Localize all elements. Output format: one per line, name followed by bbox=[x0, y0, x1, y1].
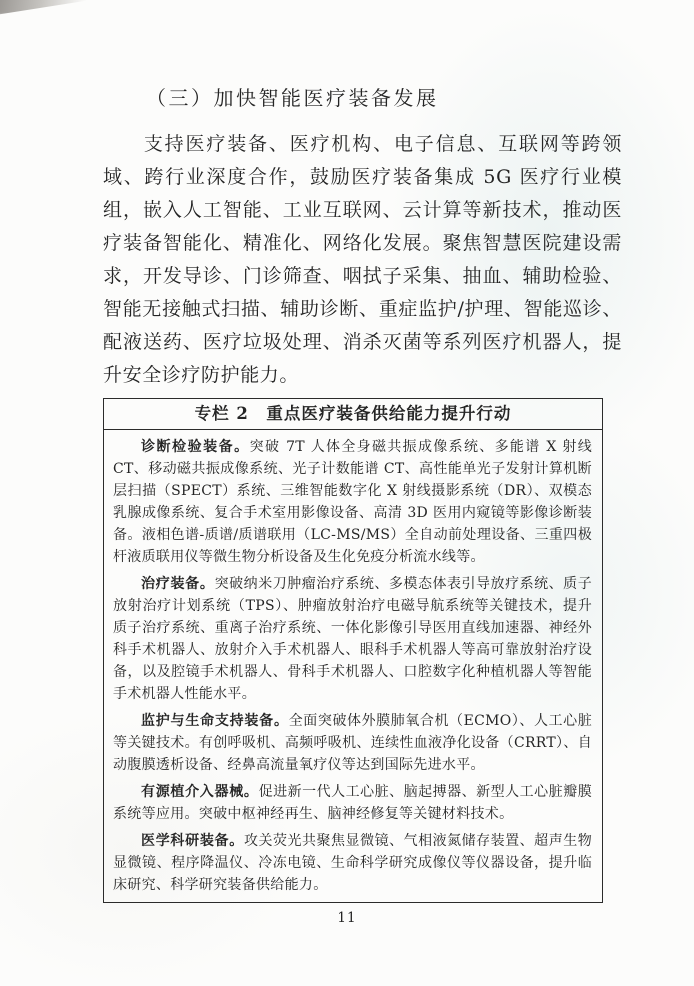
box-paragraph-text: 攻关荧光共聚焦显微镜、气相液氮储存装置、超声生物显微镜、程序降温仪、冷冻电镜、生命科学研究成像仪等仪器设备，提升临床研究、科学研究装备供给能力。 bbox=[113, 833, 593, 893]
box-paragraph bbox=[113, 709, 592, 776]
highlight-box bbox=[103, 398, 603, 903]
box-paragraph-lead: 有源植介入器械。 bbox=[141, 783, 259, 799]
box-content bbox=[104, 430, 602, 902]
box-paragraph-text: 全面突破体外膜肺氧合机（ECMO）、人工心脏等关键技术。有创呼吸机、高频呼吸机、连续性血液净化设备（CRRT）、自动腹膜透析设备、经鼻高流量氧疗仪等达到国际先进水平。 bbox=[113, 713, 592, 773]
section-heading: （三）加快智能医疗装备发展 bbox=[146, 86, 439, 110]
box-paragraph-text: 促进新一代人工心脏、脑起搏器、新型人工心脏瓣膜系统等应用。突破中枢神经再生、脑神经修复等关键材料技术。 bbox=[113, 784, 592, 822]
box-paragraph bbox=[113, 780, 592, 825]
body-paragraph: 支持医疗装备、医疗机构、电子信息、互联网等跨领域、跨行业深度合作，鼓励医疗装备集成 5G 医疗行业模组，嵌入人工智能、工业互联网、云计算等新技术，推动医疗装备智能化、精准化、网络化发展。聚焦智慧医院建设需求，开发导诊、门诊筛查、咽拭子采集、抽血、辅助检验、智能无接触式扫描、辅助诊断、重症监护/护理、智能巡诊、配液送药、医疗垃圾处理、消杀灭菌等系列医疗机器人，提升安全诊疗防护能力。 bbox=[103, 133, 622, 386]
box-paragraph bbox=[113, 829, 592, 896]
box-paragraph-lead: 医学科研装备。 bbox=[141, 832, 244, 848]
box-paragraph bbox=[113, 572, 592, 705]
scan-corner-artifact bbox=[0, 0, 110, 15]
box-paragraph-lead: 诊断检验装备。 bbox=[141, 438, 250, 454]
box-paragraph-lead: 监护与生命支持装备。 bbox=[141, 712, 289, 728]
page-number: 11 bbox=[337, 910, 357, 926]
box-title: 专栏 2 重点医疗装备供给能力提升行动 bbox=[104, 399, 602, 430]
box-paragraph-text: 突破纳米刀肿瘤治疗系统、多模态体表引导放疗系统、质子放射治疗计划系统（TPS）、肿瘤放射治疗电磁导航系统等关键技术，提升质子治疗系统、重离子治疗系统、一体化影像引导医用直线加速器、神经外科手术机器人、放射介入手术机器人、眼科手术机器人等高可靠放射治疗设备，以及腔镜手术机器人、骨科手术机器人、口腔数字化种植机器人等智能手术机器人性能水平。 bbox=[113, 576, 592, 702]
box-paragraph-text: 突破 7T 人体全身磁共振成像系统、多能谱 X 射线 CT、移动磁共振成像系统、光子计数能谱 CT、高性能单光子发射计算机断层扫描（SPECT）系统、三维智能数字化 X 射线摄影系统（DR）、双模态乳腺成像系统、复合手术室用影像设备、高清 3D 医用内窥镜等影像诊断装备。液相色谱-质谱/质谱联用（LC-MS/MS）全自动前处理设备、三重四极杆液质联用仪等微生物分析设备及生化免疫分析流水线等。 bbox=[113, 439, 593, 565]
box-paragraph bbox=[113, 435, 592, 568]
box-paragraph-lead: 治疗装备。 bbox=[141, 575, 215, 591]
